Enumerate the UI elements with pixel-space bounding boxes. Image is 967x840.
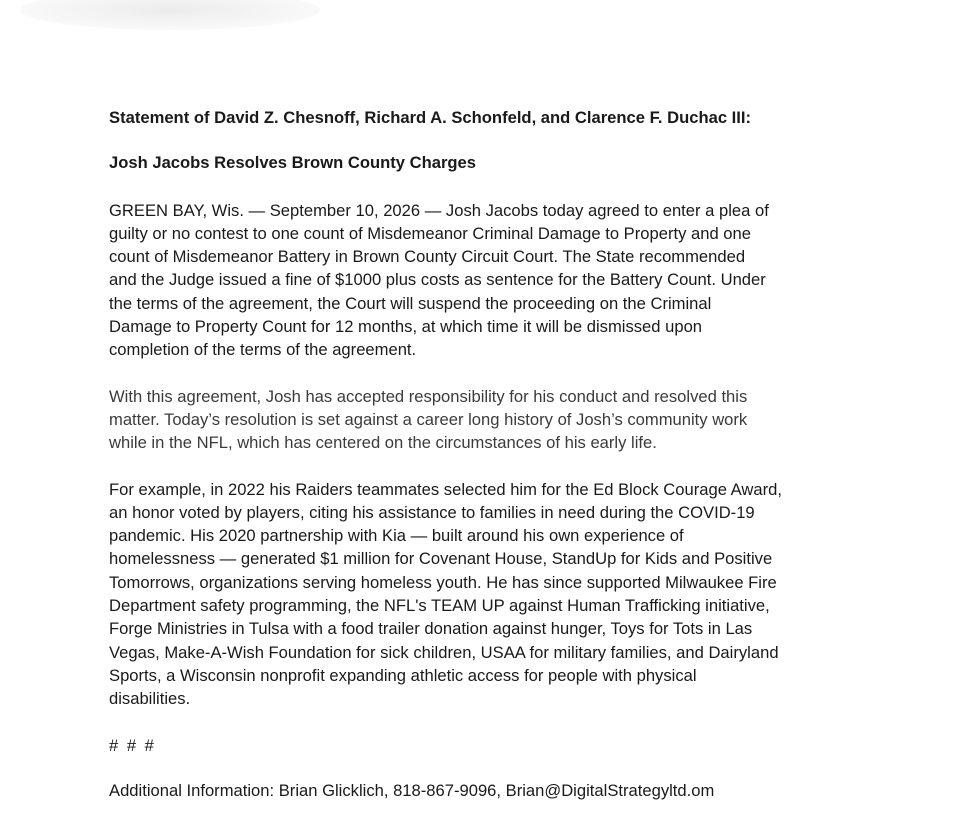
paragraph-1 — [109, 199, 909, 362]
text-line: count of Misdemeanor Battery in Brown County Circuit Court. The State recommended — [109, 247, 746, 267]
statement-heading: Statement of David Z. Chesnoff, Richard A. Schonfeld, and Clarence F. Duchac III: — [109, 108, 752, 127]
text-line: the terms of the agreement, the Court will suspend the proceeding on the Criminal — [109, 293, 712, 313]
text-line: pandemic. His 2020 partnership with Kia — built around his own experience of — [109, 526, 684, 546]
text-line: disabilities. — [109, 689, 191, 709]
press-release-document — [109, 106, 909, 802]
text-line: For example, in 2022 his Raiders teammates selected him for the Ed Block Courage Award, — [109, 479, 782, 499]
text-line: an honor voted by players, citing his assistance to families in need during the COVID-19 — [109, 502, 755, 522]
text-line: while in the NFL, which has centered on the circumstances of his early life. — [109, 433, 657, 453]
text-line: Tomorrows, organizations serving homeless youth. He has since supported Milwaukee Fire — [109, 572, 777, 592]
text-line: GREEN BAY, Wis. — September 10, 2026 — Josh Jacobs today agreed to enter a plea of — [109, 200, 769, 220]
paragraph-2 — [109, 385, 909, 455]
headline: Josh Jacobs Resolves Brown County Charges — [109, 153, 477, 173]
text-line: Department safety programming, the NFL's TEAM UP against Human Trafficking initiative, — [109, 596, 770, 616]
end-marker: # # # — [109, 735, 156, 755]
text-line: guilty or no contest to one count of Misdemeanor Criminal Damage to Property and one — [109, 223, 751, 243]
text-line: and the Judge issued a fine of $1000 plus costs as sentence for the Battery Count. Under — [109, 270, 766, 290]
text-line: Vegas, Make-A-Wish Foundation for sick children, USAA for military families, and Dairyland — [109, 642, 779, 662]
text-line: homelessness — generated $1 million for Covenant House, StandUp for Kids and Positive — [109, 549, 773, 569]
page-shadow — [20, 0, 320, 30]
text-line: Sports, a Wisconsin nonprofit expanding athletic access for people with physical — [109, 665, 697, 685]
text-line: With this agreement, Josh has accepted responsibility for his conduct and resolved this — [109, 386, 748, 406]
text-line: completion of the terms of the agreement. — [109, 340, 417, 360]
contact-line: Additional Information: Brian Glicklich, 818-867-9096, Brian@DigitalStrategyltd.om — [109, 780, 715, 800]
text-line: Damage to Property Count for 12 months, at which time it will be dismissed upon — [109, 317, 703, 337]
text-line: Forge Ministries in Tulsa with a food trailer donation against hunger, Toys for Tots in Las — [109, 619, 753, 639]
paragraph-3 — [109, 478, 909, 711]
text-line: matter. Today’s resolution is set against a career long history of Josh’s community work — [109, 409, 748, 429]
